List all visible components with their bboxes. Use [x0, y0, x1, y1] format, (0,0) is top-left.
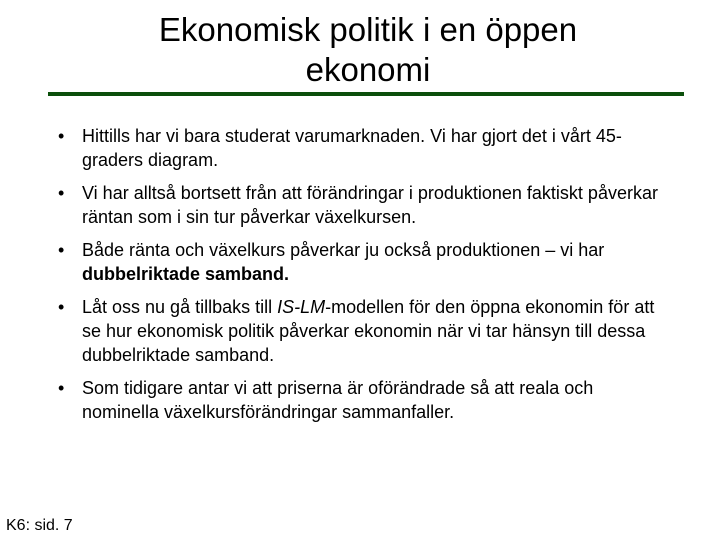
bullet-text-italic: IS-LM	[277, 297, 326, 317]
bullet-item-5	[58, 376, 658, 424]
bullet-marker: •	[58, 240, 65, 260]
bullet-item-3	[58, 238, 658, 286]
slide-title-line-2: ekonomi	[305, 51, 431, 88]
slide-reference: K6: sid. 7	[6, 517, 73, 534]
bullet-list	[58, 124, 658, 433]
slide-title	[48, 10, 688, 90]
bullet-text: Vi har alltså bortsett från att förändringar i produktionen faktiskt påverkar räntan som i sin tur påverkar växelkursen.	[82, 183, 658, 227]
bullet-text-continued: -modellen för den öppna ekonomin för att se hur ekonomisk politik påverkar ekonomin när vi tar hänsyn till dessa dubbelriktade samband.	[82, 297, 655, 365]
bullet-text: Låt oss nu gå tillbaks till	[82, 297, 278, 317]
bullet-text: Som tidigare antar vi att priserna är oförändrade så att reala och nominella växelkursförändringar sammanfaller.	[82, 378, 594, 422]
slide-title-line-1: Ekonomisk politik i en öppen	[158, 11, 578, 48]
bullet-item-4	[58, 295, 658, 367]
bullet-marker: •	[58, 378, 65, 398]
bullet-item-2	[58, 181, 658, 229]
bullet-marker: •	[58, 126, 65, 146]
bullet-marker: •	[58, 183, 65, 203]
bullet-marker: •	[58, 297, 65, 317]
bullet-text: Hittills har vi bara studerat varumarknaden. Vi har gjort det i vårt 45-graders diagram.	[82, 126, 622, 170]
bullet-item-1	[58, 124, 658, 172]
bullet-text: Både ränta och växelkurs påverkar ju också produktionen – vi har	[82, 240, 605, 260]
title-divider	[48, 92, 684, 96]
bullet-text-bold: dubbelriktade samband.	[82, 264, 290, 284]
